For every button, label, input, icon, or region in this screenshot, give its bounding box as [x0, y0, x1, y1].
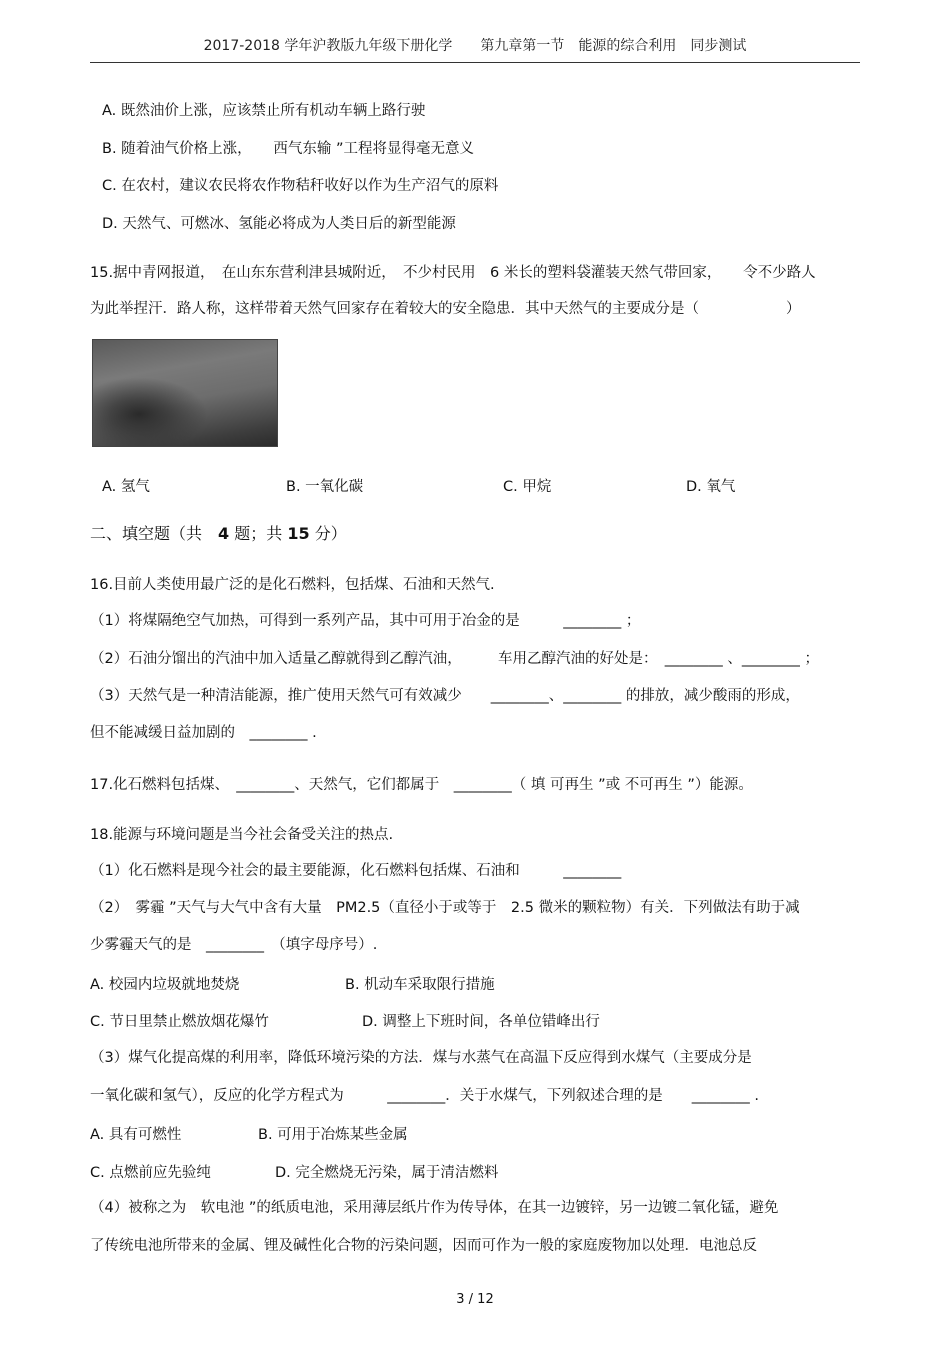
q18-part-2-option-c: C. 节日里禁止燃放烟花爆竹: [90, 1014, 269, 1030]
q17-text: 17.化石燃料包括煤、 ________、天然气，它们都属于 ________（ 填 可再生 ”或 不可再生 ”）能源。: [90, 777, 753, 793]
q14-option-d: D. 天然气、可燃冰、氢能必将成为人类日后的新型能源: [102, 216, 456, 232]
q16-part-1: （1）将煤隔绝空气加热，可得到一系列产品，其中可用于冶金的是 ________ ；: [90, 613, 641, 629]
q15-option-a: A. 氢气: [102, 479, 150, 495]
q18-part-3-option-a: A. 具有可燃性: [90, 1127, 182, 1143]
q15-line-1: 15.据中青网报道， 在山东东营利津县城附近， 不少村民用 6 米长的塑料袋灌装天然气带回家， 令不少路人: [90, 265, 816, 281]
q14-option-a: A. 既然油价上涨，应该禁止所有机动车辆上路行驶: [102, 103, 426, 119]
q16-part-3-line-1: （3）天然气是一种清洁能源，推广使用天然气可有效减少 ________、________ 的排放，减少酸雨的形成，: [90, 688, 800, 704]
q18-part-2-line-2: 少雾霾天气的是 ________ （填字母序号）.: [90, 937, 378, 953]
section-2-mid: 题；共: [229, 524, 288, 543]
q18-part-3-line-1: （3）煤气化提高煤的利用率，降低环境污染的方法．煤与水蒸气在高温下反应得到水煤气（主要成分是: [90, 1050, 752, 1066]
header-rule: [90, 62, 860, 63]
q15-line-2: 为此举捏汗．路人称，这样带着天然气回家存在着较大的安全隐患．其中天然气的主要成分是（ ）: [90, 301, 801, 317]
q18-stem: 18.能源与环境问题是当今社会备受关注的热点.: [90, 827, 394, 843]
q18-part-3-option-d: D. 完全燃烧无污染，属于清洁燃料: [275, 1165, 499, 1181]
page-number: 3 / 12: [456, 1292, 494, 1307]
q18-part-4-line-2: 了传统电池所带来的金属、锂及碱性化合物的污染问题，因而可作为一般的家庭废物加以处理．电池总反: [90, 1238, 757, 1254]
q14-option-c: C. 在农村，建议农民将农作物秸秆收好以作为生产沼气的原料: [102, 178, 499, 194]
q18-part-3-option-b: B. 可用于冶炼某些金属: [258, 1127, 408, 1143]
page-header: 2017-2018 学年沪教版九年级下册化学 第九章第一节 能源的综合利用 同步测试: [203, 38, 747, 54]
section-2-suffix: 分）: [309, 524, 347, 543]
q14-option-b: B. 随着油气价格上涨， 西气东输 ”工程将显得毫无意义: [102, 141, 475, 157]
q18-part-4-line-1: （4）被称之为 软电池 ”的纸质电池，采用薄层纸片作为传导体，在其一边镀锌，另一边镀二氧化锰，避免: [90, 1200, 779, 1216]
q15-option-b: B. 一氧化碳: [286, 479, 364, 495]
q18-part-3-option-c: C. 点燃前应先验纯: [90, 1165, 211, 1181]
q18-part-2-option-b: B. 机动车采取限行措施: [345, 977, 495, 993]
q18-part-2-option-d: D. 调整上下班时间，各单位错峰出行: [362, 1014, 600, 1030]
section-2-score: 15: [287, 524, 310, 543]
section-2-prefix: 二、填空题（共: [90, 524, 219, 543]
q15-option-d: D. 氧气: [686, 479, 736, 495]
q15-option-c: C. 甲烷: [503, 479, 552, 495]
q16-part-2: （2）石油分馏出的汽油中加入适量乙醇就得到乙醇汽油， 车用乙醇汽油的好处是： ________ 、________ ；: [90, 651, 819, 667]
section-2-count: 4: [218, 524, 230, 543]
q18-part-2-option-a: A. 校园内垃圾就地焚烧: [90, 977, 240, 993]
q16-stem: 16.目前人类使用最广泛的是化石燃料，包括煤、石油和天然气.: [90, 577, 495, 593]
q18-part-3-line-2: 一氧化碳和氢气），反应的化学方程式为 ________．关于水煤气，下列叙述合理的是 ________ .: [90, 1088, 759, 1104]
section-2-title: [90, 524, 347, 544]
q15-photo: [92, 339, 278, 447]
q18-part-1: （1）化石燃料是现今社会的最主要能源，化石燃料包括煤、石油和 ________: [90, 863, 622, 879]
q16-part-3-line-2: 但不能减缓日益加剧的 ________ .: [90, 725, 317, 741]
q18-part-2-line-1: （2） 雾霾 ”天气与大气中含有大量 PM2.5（直径小于或等于 2.5 微米的颗粒物）有关．下列做法有助于减: [90, 900, 800, 916]
